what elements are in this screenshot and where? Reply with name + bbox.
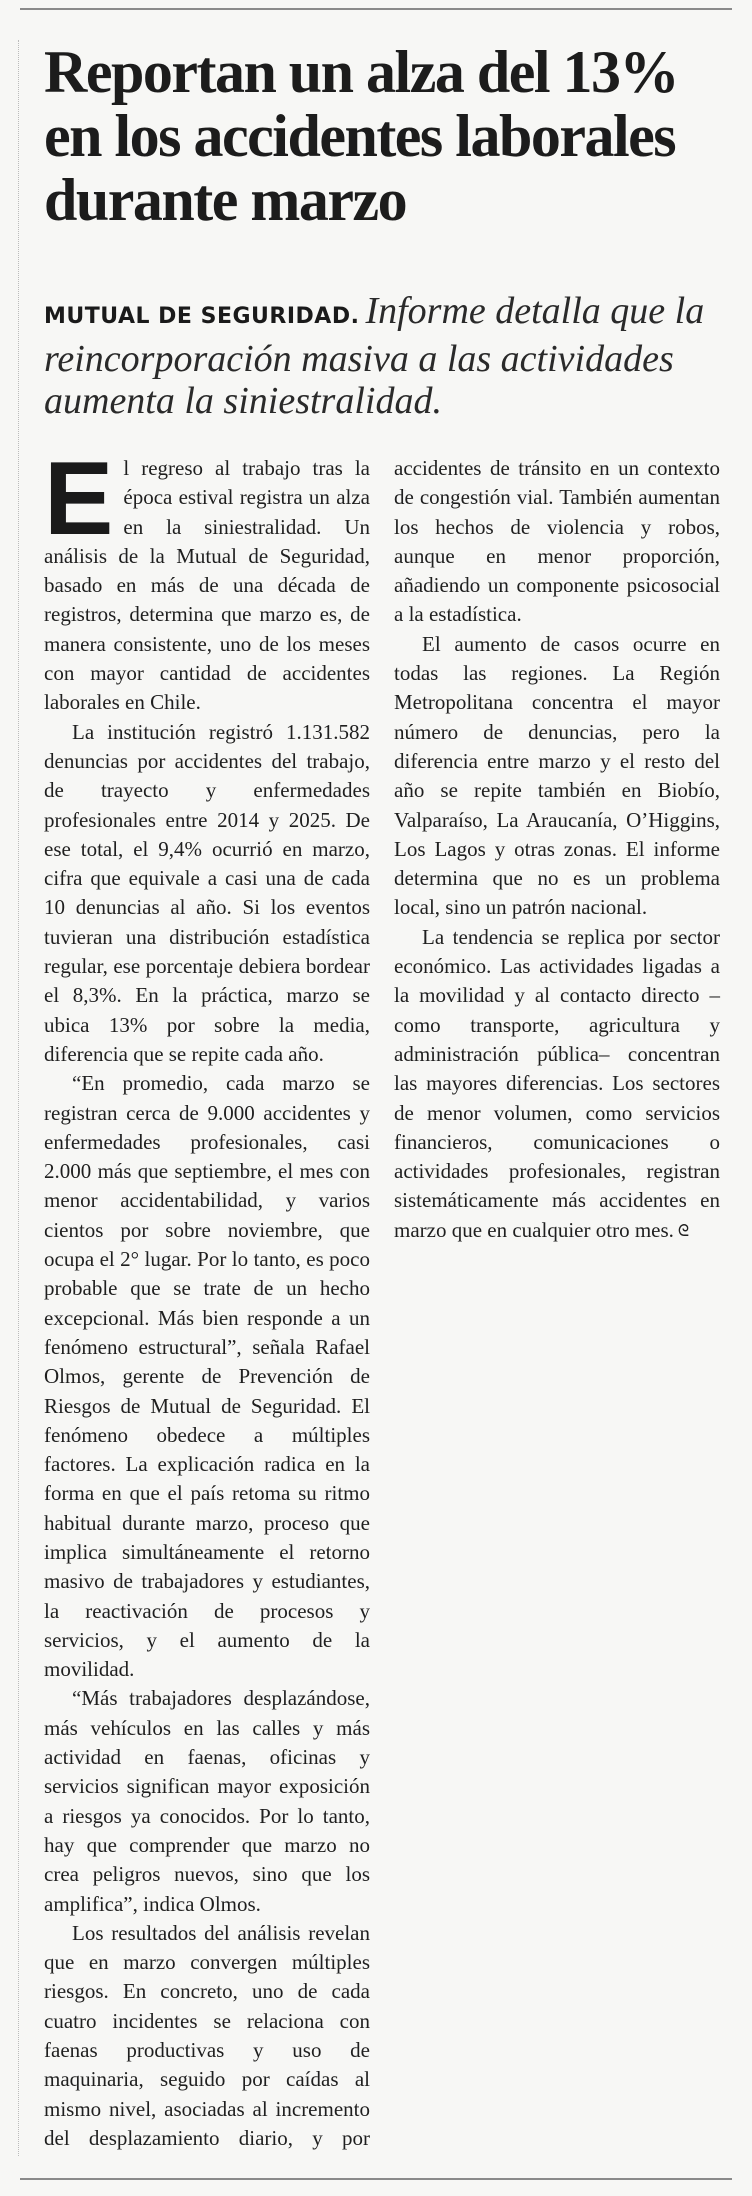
left-margin-line	[18, 40, 19, 2156]
article-body	[44, 441, 720, 2160]
top-rule	[20, 8, 732, 10]
paragraph-7-text: La tendencia se replica por sector económico. Las actividades ligadas a la movilidad y al contacto directo –como transporte, agricultura y administración pública– concentran las mayores diferencias. Los sectores de menor volumen, como servicios financieros, comunicaciones o actividades profesionales, registran sistemáticamente más accidentes en marzo que en cualquier otro mes.	[394, 924, 720, 1242]
paragraph-2: La institución registró 1.131.582 denuncias por accidentes del trabajo, de trayecto y enfermedades profesionales entre 2014 y 2025. De ese total, el 9,4% ocurrió en marzo, cifra que equivale a casi una de cada 10 denuncias al año. Si los eventos tuvieran una distribución estadística regular, ese porcentaje debiera bordear el 8,3%. En la práctica, marzo se ubica 13% por sobre la media, diferencia que se repite cada año.	[44, 719, 370, 1066]
end-mark-icon: ᘓ	[677, 1220, 690, 1240]
paragraph-1-text: l regreso al trabajo tras la época estival registra un alza en la siniestralidad. Un análisis de la Mutual de Seguridad, basado en más de una década de registros, determina que marzo es, de manera consistente, uno de los meses con mayor cantidad de accidentes laborales en Chile.	[44, 456, 370, 715]
paragraph-4: “Más trabajadores desplazándose, más vehículos en las calles y más actividad en faenas, oficinas y servicios significan mayor exposición a riesgos ya conocidos. Por lo tanto, hay que comprender que marzo no crea peligros nuevos, sino que los amplifica”, indica Olmos.	[44, 1686, 370, 1916]
drop-cap: E	[44, 441, 114, 557]
bottom-rule	[20, 2178, 732, 2180]
paragraph-5: Los resultados del análisis revelan que en marzo convergen múltiples riesgos. En concreto, uno de cada cuatro incidentes se relaciona con faenas productivas y uso de maquinaria, seguido por caídas al mismo nivel, asociadas al incremento del desplazamiento diario, y por accidentes de tránsito en un contexto de congestión vial. También aumentan los hechos de violencia y robos, aunque en menor proporción, añadiendo un componente psicosocial a la estadística.	[44, 456, 720, 2150]
kicker: MUTUAL DE SEGURIDAD.	[44, 304, 360, 329]
paragraph-3: “En promedio, cada marzo se registran cerca de 9.000 accidentes y enfermedades profesionales, casi 2.000 más que septiembre, el mes con menor accidentabilidad, y varios cientos por sobre noviembre, que ocupa el 2° lugar. Por lo tanto, es poco probable que se trate de un hecho excepcional. Más bien responde a un fenómeno estructural”, señala Rafael Olmos, gerente de Prevención de Riesgos de Mutual de Seguridad. El fenómeno obedece a múltiples factores. La explicación radica en la forma en que el país retoma su ritmo habitual durante marzo, proceso que implica simultáneamente el retorno masivo de trabajadores y estudiantes, la reactivación de procesos y servicios, y el aumento de la movilidad.	[44, 1071, 370, 1682]
deck	[44, 290, 724, 422]
deck-text: Informe detalla que la reincorporación masiva a las actividades aumenta la siniestralidad.	[44, 290, 705, 422]
paragraph-7	[394, 923, 720, 1245]
headline: Reportan un alza del 13% en los accidentes laborales durante marzo	[44, 39, 679, 233]
paragraph-6: El aumento de casos ocurre en todas las regiones. La Región Metropolitana concentra el mayor número de denuncias, pero la diferencia entre marzo y el resto del año se repite también en Biobío, Valparaíso, La Araucanía, O’Higgins, Los Lagos y otras zonas. El informe determina que no es un problema local, sino un patrón nacional.	[394, 631, 720, 920]
paragraph-1	[44, 441, 370, 718]
